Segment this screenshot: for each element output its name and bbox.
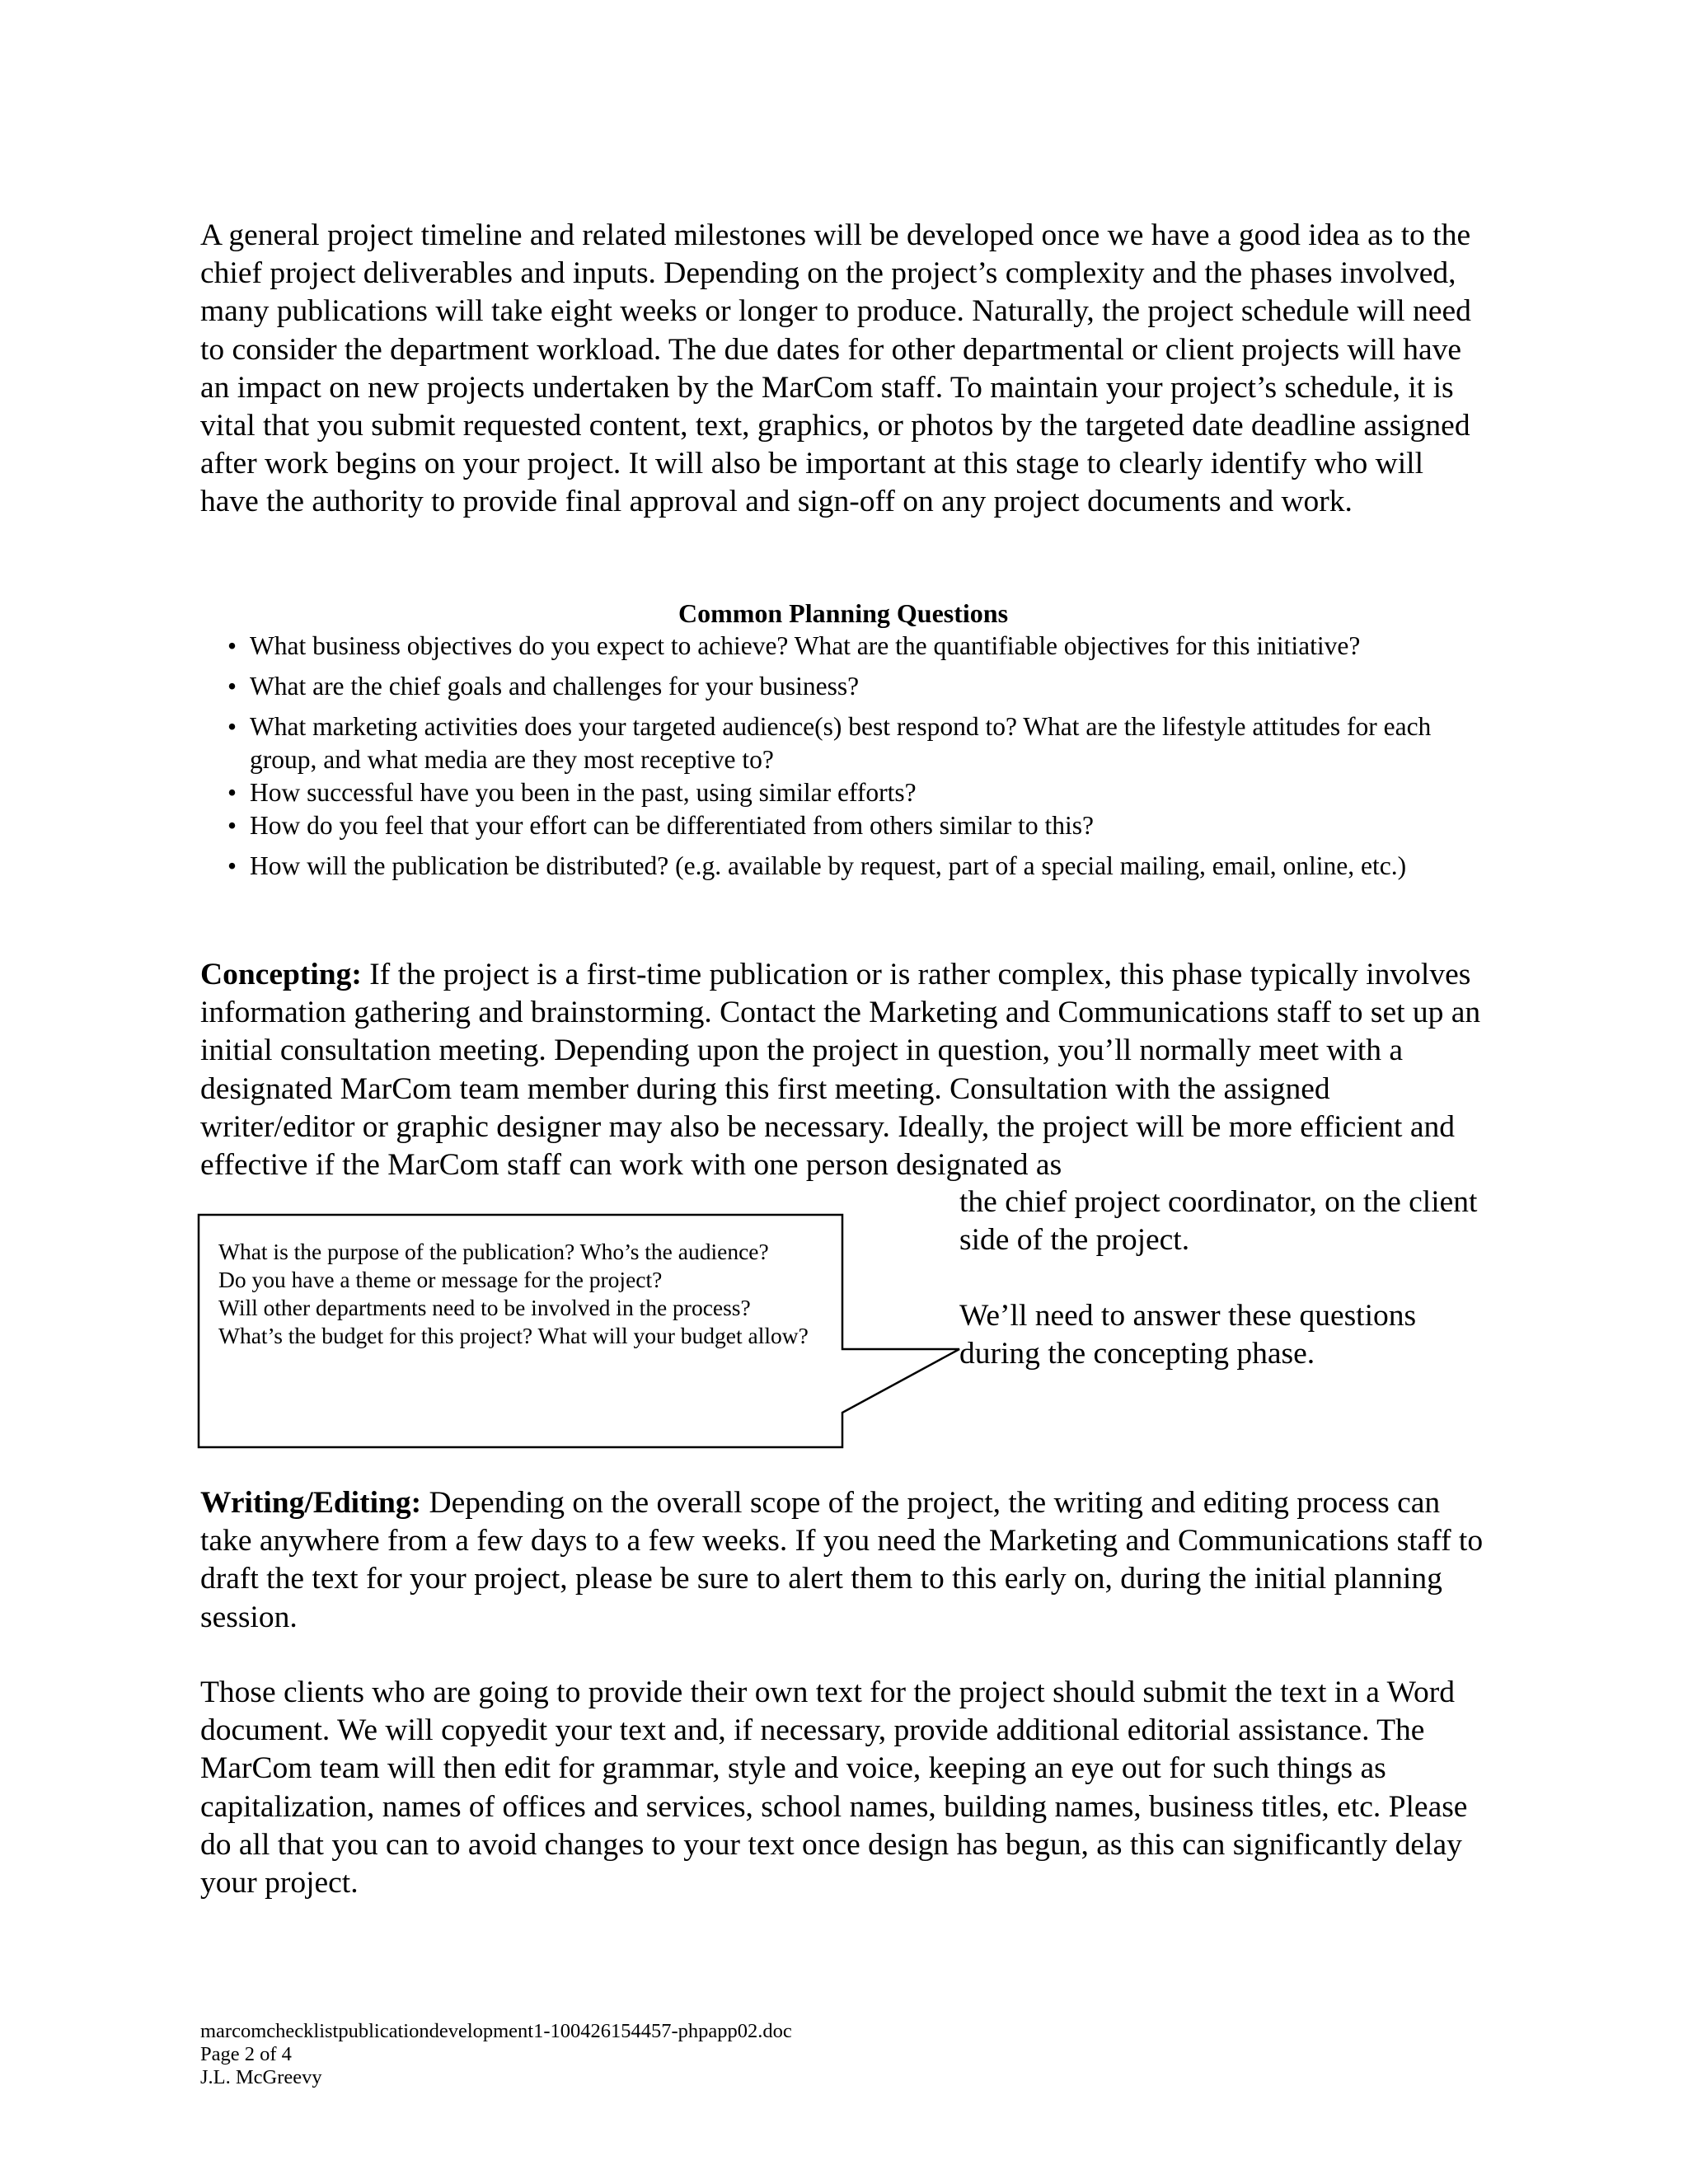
list-item	[229, 710, 1498, 776]
bullet-icon: •	[227, 712, 237, 741]
writing-body: Depending on the overall scope of the project, the writing and editing process can take anywhere from a few days to a few weeks. If you need the Marketing and Communications staff to draft the text for your project, please be sure to alert them to this early on, during the initial planning session.	[200, 1486, 1484, 1634]
callout-line: Will other departments need to be involved in the process?	[218, 1295, 751, 1320]
list-item	[229, 809, 1498, 842]
list-item	[229, 776, 1498, 809]
question-text: What are the chief goals and challenges for your business?	[250, 672, 860, 701]
question-text: What marketing activities does your targeted audience(s) best respond to? What are the lifestyle attitudes for each group, and what media are they most receptive to?	[250, 712, 1432, 774]
bullet-icon: •	[227, 811, 237, 840]
question-text: How successful have you been in the past, using similar efforts?	[250, 778, 917, 807]
concepting-continuation: the chief project coordinator, on the client side of the project.	[959, 1185, 1478, 1258]
concepting-note: We’ll need to answer these questions during the concepting phase.	[959, 1299, 1417, 1371]
bullet-icon: •	[227, 631, 237, 660]
footer-author: J.L. McGreevy	[200, 2066, 322, 2088]
question-text: How will the publication be distributed? (e.g. available by request, part of a special mailing, email, online, etc.)	[250, 851, 1407, 880]
writing-paragraph	[200, 1484, 1486, 1637]
concepting-heading: Concepting:	[200, 958, 362, 991]
bullet-icon: •	[227, 851, 237, 880]
planning-questions-list	[229, 630, 1498, 883]
callout-line: Do you have a theme or message for the project?	[218, 1267, 663, 1292]
list-item	[229, 630, 1498, 663]
callout-text	[218, 1238, 832, 1350]
footer-filename: marcomchecklistpublicationdevelopment1-100426154457-phpapp02.doc	[200, 2020, 792, 2042]
page-footer	[200, 2020, 792, 2089]
callout-line: What’s the budget for this project? What will your budget allow?	[218, 1323, 809, 1348]
concepting-paragraph	[200, 956, 1486, 1184]
list-item	[229, 850, 1498, 883]
callout-line: What is the purpose of the publication? Who’s the audience?	[218, 1239, 769, 1264]
question-text: How do you feel that your effort can be differentiated from others similar to this?	[250, 811, 1095, 840]
concepting-body: If the project is a first-time publication or is rather complex, this phase typically involves information gathering and brainstorming. Contact the Marketing and Communications staff to set up an initial consultation meeting. Depending upon the project in question, you’ll normally meet with a designated MarCom team member during this first meeting. Consultation with the assigned writer/editor or graphic designer may also be necessary. Ideally, the project will be more efficient and effective if the MarCom staff can work with one person designated as	[200, 958, 1481, 1183]
list-item	[229, 670, 1498, 703]
footer-page-number: Page 2 of 4	[200, 2043, 292, 2065]
bullet-icon: •	[227, 778, 237, 807]
question-text: What business objectives do you expect to achieve? What are the quantifiable objectives for this initiative?	[250, 631, 1361, 660]
bullet-icon: •	[227, 672, 237, 701]
clients-paragraph: Those clients who are going to provide their own text for the project should submit the text in a Word document. We will copyedit your text and, if necessary, provide additional editorial assistance. The MarCom team will then edit for grammar, style and voice, keeping an eye out for such things as capitalization, names of offices and services, school names, building names, business titles, etc. Please do all that you can to avoid changes to your text once design has begun, as this can significantly delay your project.	[200, 1675, 1468, 1900]
writing-heading: Writing/Editing:	[200, 1486, 422, 1520]
timeline-paragraph: A general project timeline and related milestones will be developed once we have a good idea as to the chief project deliverables and inputs. Depending on the project’s complexity and the phases involved, many publications will take eight weeks or longer to produce. Naturally, the project schedule will need to consider the department workload. The due dates for other departmental or client projects will have an impact on new projects undertaken by the MarCom staff. To maintain your project’s schedule, it is vital that you submit requested content, text, graphics, or photos by the targeted date deadline assigned after work begins on your project. It will also be important at this stage to clearly identify who will have the authority to provide final approval and sign-off on any project documents and work.	[200, 218, 1471, 519]
planning-questions-title: Common Planning Questions	[678, 598, 1009, 628]
